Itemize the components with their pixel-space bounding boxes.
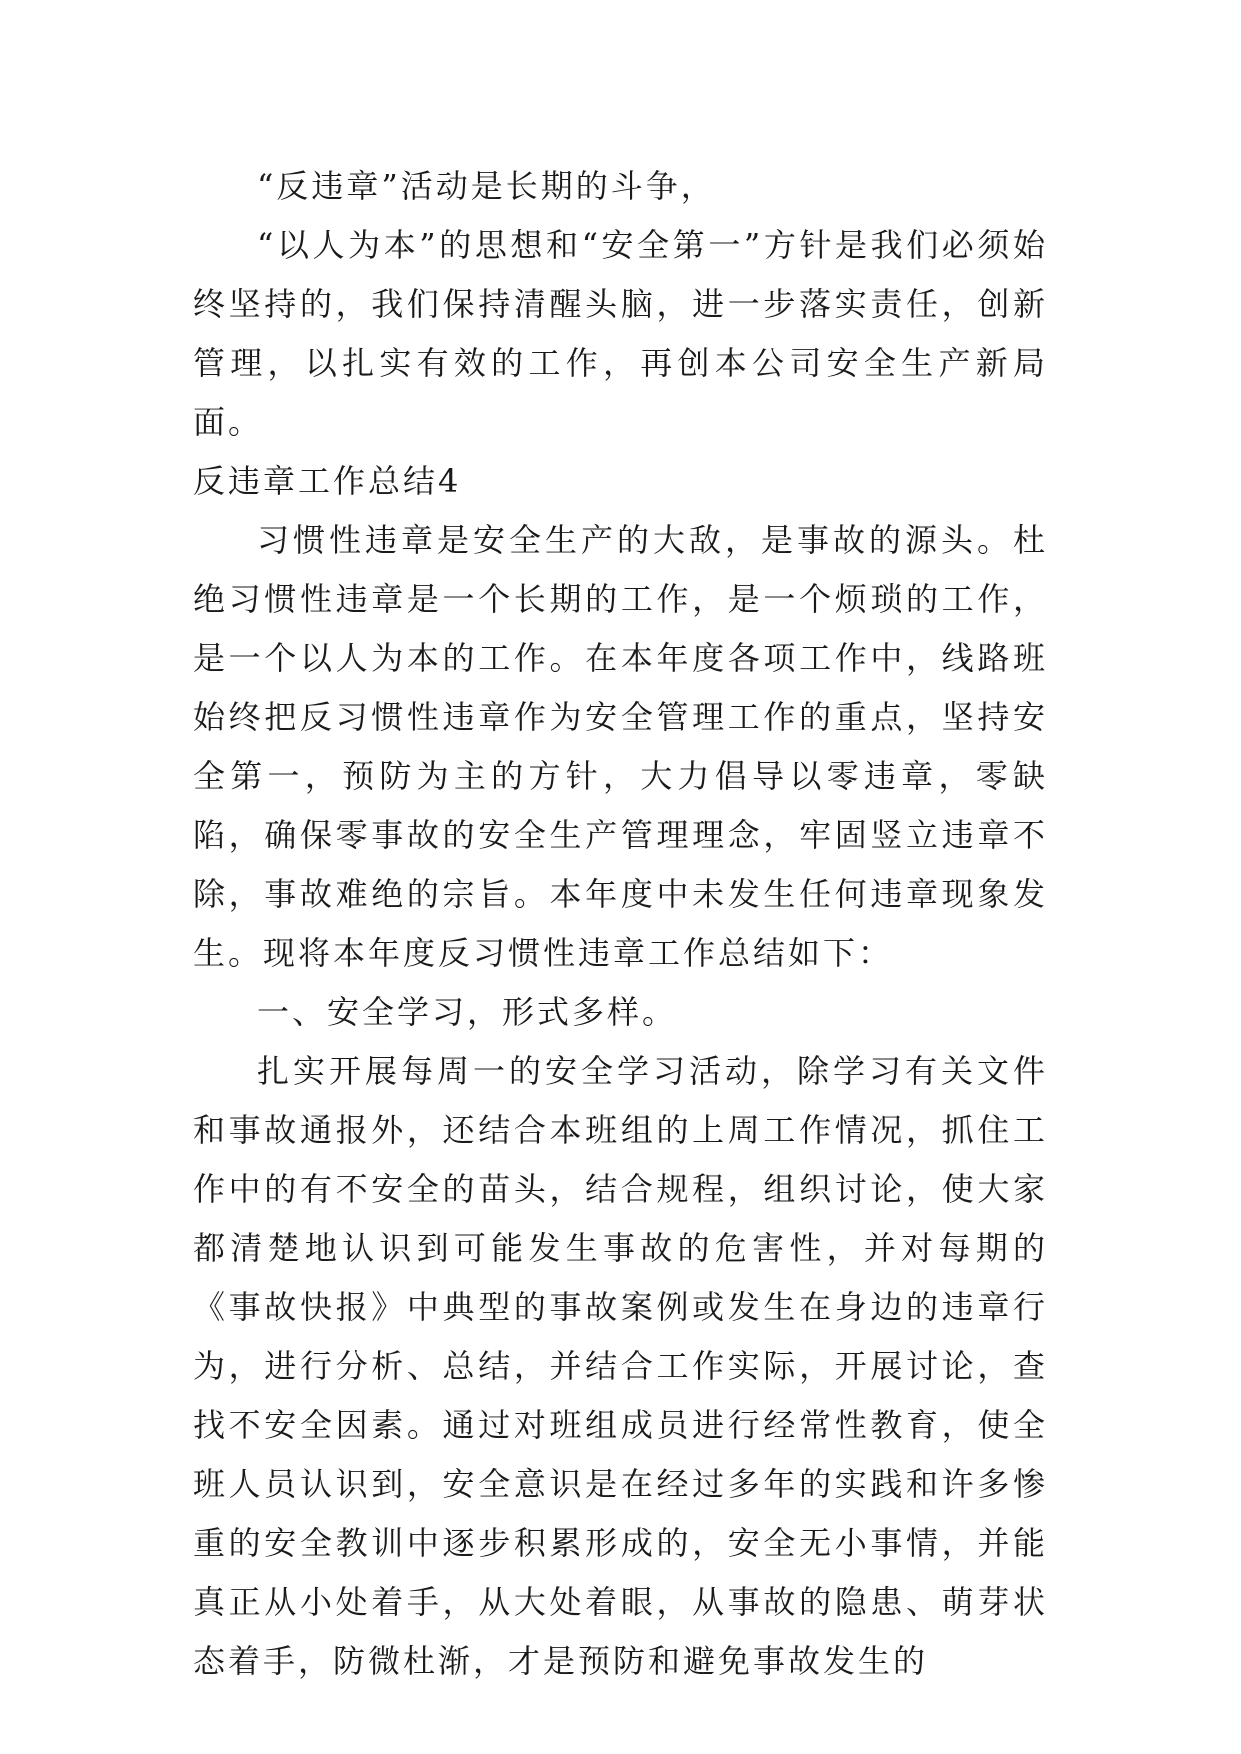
- paragraph-anti-violation-struggle: “反违章”活动是长期的斗争，: [257, 167, 716, 205]
- paragraph-weekly-study: 扎实开展每周一的安全学习活动，除学习有关文件和事故通报外，还结合本班组的上周工作情况，抓住工作中的有不安全的苗头，结合规程，组织讨论，使大家都清楚地认识到可能发生事故的危害性，并对每期的《事故快报》中典型的事故案例或发生在身边的违章行为，进行分析、总结，并结合工作实际，开展讨论，查找不安全因素。通过对班组成员进行经常性教育，使全班人员认识到，安全意识是在经过多年的实践和许多惨重的安全教训中逐步积累形成的，安全无小事情，并能真正从小处着手，从大处着眼，从事故的隐患、萌芽状态着手，防微杜渐，才是预防和避免事故发生的: [193, 1052, 1048, 1680]
- document-body: [193, 157, 1048, 1691]
- section-heading: 反违章工作总结4: [193, 462, 462, 500]
- paragraph-people-oriented: “以人为本”的思想和“安全第一”方针是我们必须始终坚持的，我们保持清醒头脑，进一步落实责任，创新管理，以扎实有效的工作，再创本公司安全生产新局面。: [193, 226, 1048, 441]
- subheading-safety-study: 一、安全学习，形式多样。: [257, 993, 678, 1031]
- paragraph-habitual-violation: 习惯性违章是安全生产的大敌，是事故的源头。杜绝习惯性违章是一个长期的工作，是一个烦琐的工作，是一个以人为本的工作。在本年度各项工作中，线路班始终把反习惯性违章作为安全管理工作的重点，坚持安全第一，预防为主的方针，大力倡导以零违章，零缺陷，确保零事故的安全生产管理理念，牢固竖立违章不除，事故难绝的宗旨。本年度中未发生任何违章现象发生。现将本年度反习惯性违章工作总结如下：: [193, 521, 1048, 972]
